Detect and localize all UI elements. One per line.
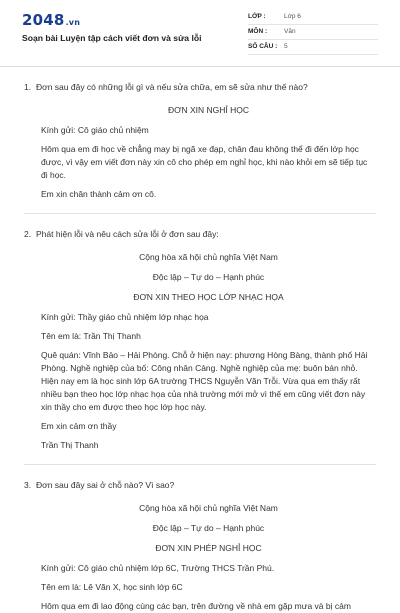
letter-paragraph: Tên em là: Trần Thị Thanh [41,331,141,341]
question-1 [24,81,376,214]
letter-paragraph: Em xin chân thành cảm ơn cô. [41,189,157,199]
meta-key: LỚP : [248,13,266,20]
question-number: 2. [24,229,32,239]
letter-heading: Cộng hòa xã hội chủ nghĩa Việt Nam [139,503,278,513]
question-title [24,81,376,94]
divider [24,464,376,465]
letter-heading: Độc lập – Tự do – Hạnh phúc [152,523,265,533]
letter-paragraph: Em xin cảm ơn thầy [41,421,117,431]
question-number: 1. [24,82,32,92]
letter-paragraph: Hôm qua em đi lao động cùng các bạn, trên đường về nhà em gặp mưa và bị cảm [41,601,351,611]
letter-paragraph: Kính gửi: Thầy giáo chủ nhiệm lớp nhạc họa [41,312,209,322]
question-body [24,251,376,452]
meta-info [248,10,378,55]
letter-heading: ĐƠN XIN PHÉP NGHỈ HỌC [155,543,262,553]
question-2 [24,228,376,465]
question-text: Đơn sau đây có những lỗi gì và nếu sửa chữa, em sẽ sửa như thế nào? [36,82,308,92]
page-title: Soạn bài Luyện tập cách viết đơn và sửa lỗi [22,33,202,43]
question-title [24,228,376,241]
meta-value: 5 [284,43,288,50]
question-3 [24,479,376,613]
page-header [0,0,400,67]
question-text: Phát hiện lỗi và nêu cách sửa lỗi ở đơn sau đây: [36,229,219,239]
divider [24,213,376,214]
letter-paragraph: Trần Thị Thanh [41,440,99,450]
letter-paragraph: Quê quán: Vĩnh Bảo – Hải Phòng. Chỗ ở hiện nay: phương Hòng Bàng, thành phố Hải Phòng. Nghề nghiệp của bố: Công nhân Cảng. Nghề nghiệp của mẹ: buôn bán nhỏ. Hiện nay em là học sinh lớp 6A trường THCS Nguyễn Văn Trỗi. Vừa qua em thấy rất nhiều bạn theo học lớp nhạc họa của nhà trường mới mở vì thế em cũng viết đơn này xin thầy cho em được theo học lớp học này. [41,350,368,412]
meta-row-count [248,40,378,55]
letter-paragraph: Hôm qua em đi học về chẳng may bị ngã xe đạp, chân đau không thể đi đến lớp học được, vì vậy em viết đơn này xin cô cho phép em nghỉ học, khi nào khỏi em sẽ tiếp tục đi học. [41,144,368,180]
meta-key: SỐ CÂU : [248,43,278,50]
site-logo[interactable] [22,11,80,29]
letter-heading: Cộng hòa xã hội chủ nghĩa Việt Nam [139,252,278,262]
question-title [24,479,376,492]
letter-paragraph: Kính gửi: Cô giáo chủ nhiệm lớp 6C, Trường THCS Trần Phú. [41,563,275,573]
meta-row-class [248,10,378,25]
meta-row-subject [248,25,378,40]
question-body [24,502,376,613]
logo-text: 2048 [22,11,65,29]
question-text: Đơn sau đây sai ở chỗ nào? Vì sao? [36,480,175,490]
question-body [24,104,376,201]
meta-key: MÔN : [248,28,268,35]
letter-heading: ĐƠN XIN NGHỈ HỌC [168,105,249,115]
letter-heading: Độc lập – Tự do – Hạnh phúc [152,272,265,282]
meta-value: Văn [284,28,296,35]
letter-paragraph: Kính gửi: Cô giáo chủ nhiệm [41,125,149,135]
letter-heading: ĐƠN XIN THEO HỌC LỚP NHẠC HỌA [133,292,284,302]
logo-suffix: .vn [65,18,81,27]
letter-paragraph: Tên em là: Lê Văn X, học sinh lớp 6C [41,582,183,592]
content-area [0,81,400,613]
meta-value: Lớp 6 [284,13,301,20]
question-number: 3. [24,480,32,490]
